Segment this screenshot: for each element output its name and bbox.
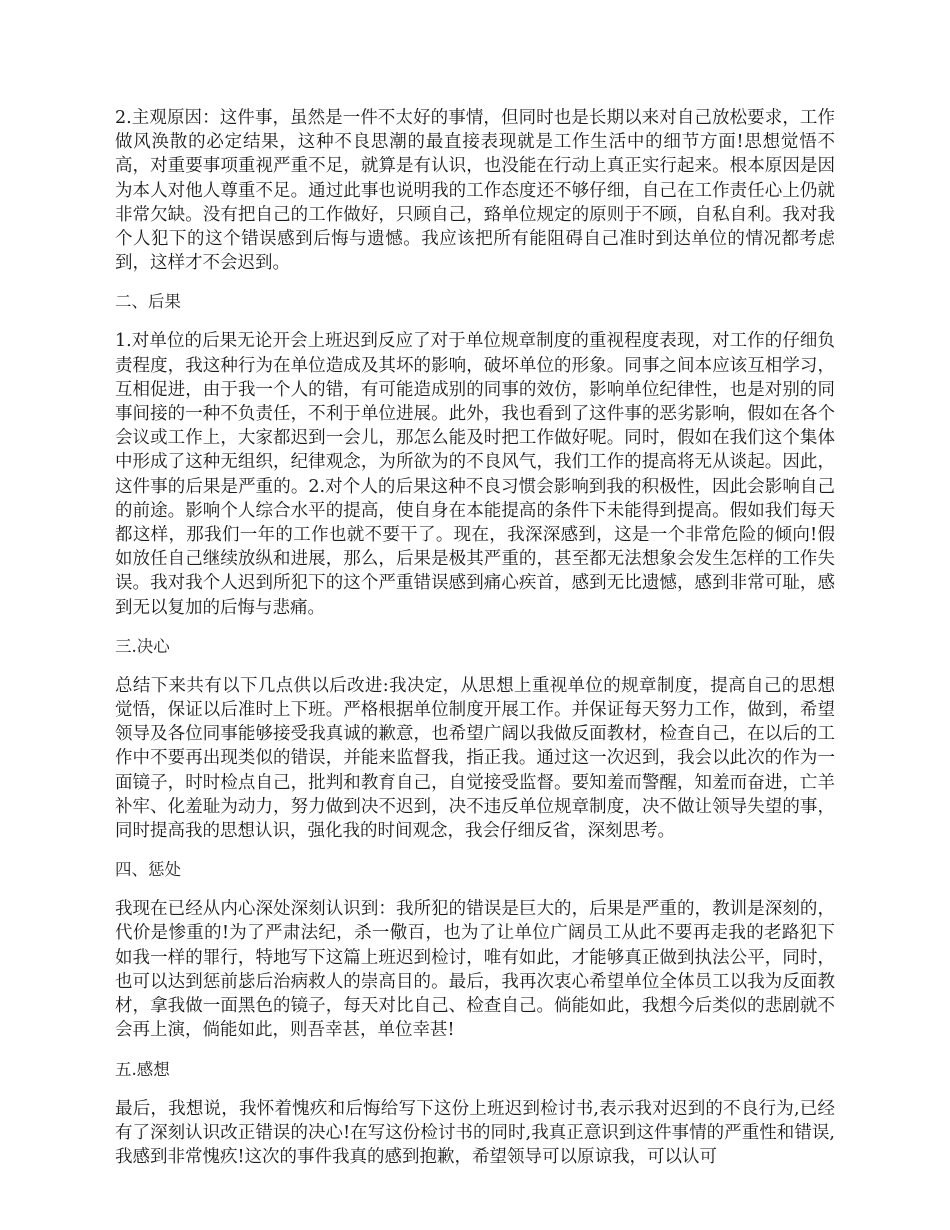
paragraph-reflections: 最后，我想说，我怀着愧疚和后悔给写下这份上班迟到检讨书,表示我对迟到的不良行为,已经有了深刻认识改正错误的决心!在写这份检讨书的同时,我真正意识到这件事情的严重性和错误,我感到非常愧疚!这次的事件我真的感到抱歉，希望领导可以原谅我，可以认可 [115, 1098, 835, 1167]
paragraph-subjective-reasons: 2.主观原因：这件事，虽然是一件不太好的事情，但同时也是长期以来对自己放松要求，工作做风涣散的必定结果，这种不良思潮的最直接表现就是工作生活中的细节方面!思想觉悟不高，对重要事项重视严重不足，就算是有认识，也没能在行动上真正实行起来。根本原因是因为本人对他人尊重不足。通过此事也说明我的工作态度还不够仔细，自己在工作责任心上仍就非常欠缺。没有把自己的工作做好，只顾自己，臵单位规定的原则于不顾，自私自利。我对我个人犯下的这个错误感到后悔与遗憾。我应该把所有能阻碍自己准时到达单位的情况都考虑到，这样才不会迟到。 [115, 108, 835, 274]
heading-reflections: 五.感想 [115, 1059, 170, 1079]
paragraph-punishment: 我现在已经从内心深处深刻认识到：我所犯的错误是巨大的，后果是严重的，教训是深刻的，代价是惨重的!为了严肃法纪，杀一儆百，也为了让单位广阔员工从此不要再走我的老路犯下如我一样的罪行，特地写下这篇上班迟到检讨，唯有如此，才能够真正做到执法公平，同时，也可以达到惩前毖后治病救人的崇高目的。最后，我再次衷心希望单位全体员工以我为反面教材，拿我做一面黑色的镜子，每天对比自己、检查自己。倘能如此，我想今后类似的悲剧就不会再上演，倘能如此，则吾幸甚，单位幸甚! [115, 899, 835, 1041]
paragraph-consequences: 1.对单位的后果无论开会上班迟到反应了对于单位规章制度的重视程度表现，对工作的仔细负责程度，我这种行为在单位造成及其坏的影响，破坏单位的形象。同事之间本应该互相学习，互相促进，由于我一个人的错，有可能造成别的同事的效仿，影响单位纪律性，也是对别的同事间接的一种不负责任，不利于单位进展。此外，我也看到了这件事的恶劣影响，假如在各个会议或工作上，大家都迟到一会儿，那怎么能及时把工作做好呢。同时，假如在我们这个集体中形成了这种无组织，纪律观念，为所欲为的不良风气，我们工作的提高将无从谈起。因此，这件事的后果是严重的。2.对个人的后果这种不良习惯会影响到我的积极性，因此会影响自己的前途。影响个人综合水平的提高，使自身在本能提高的条件下未能得到提高。假如我们每天都这样，那我们一年的工作也就不要干了。现在，我深深感到，这是一个非常危险的倾向!假如放任自己继续放纵和进展，那么，后果是极其严重的，甚至都无法想象会发生怎样的工作失误。我对我个人迟到所犯下的这个严重错误感到痛心疾首，感到无比遗憾，感到非常可耻，感到无以复加的后悔与悲痛。 [115, 331, 835, 618]
heading-consequences: 二、后果 [115, 292, 181, 312]
heading-resolution: 三.决心 [115, 636, 170, 656]
paragraph-resolution: 总结下来共有以下几点供以后改进:我决定，从思想上重视单位的规章制度，提高自己的思想觉悟，保证以后准时上下班。严格根据单位制度开展工作。并保证每天努力工作，做到，希望领导及各位同事能够接受我真诚的歉意，也希望广阔以我做反面教材，检查自己，在以后的工作中不要再出现类似的错误，并能来监督我，指正我。通过这一次迟到，我会以此次的作为一面镜子，时时检点自己，批判和教育自己，自觉接受监督。要知羞而警醒，知羞而奋进，亡羊补牢、化羞耻为动力，努力做到决不迟到，决不违反单位规章制度，决不做让领导失望的事，同时提高我的思想认识，强化我的时间观念，我会仔细反省，深刻思考。 [115, 675, 835, 842]
heading-punishment: 四、惩处 [115, 860, 181, 880]
document-body [115, 106, 835, 1184]
